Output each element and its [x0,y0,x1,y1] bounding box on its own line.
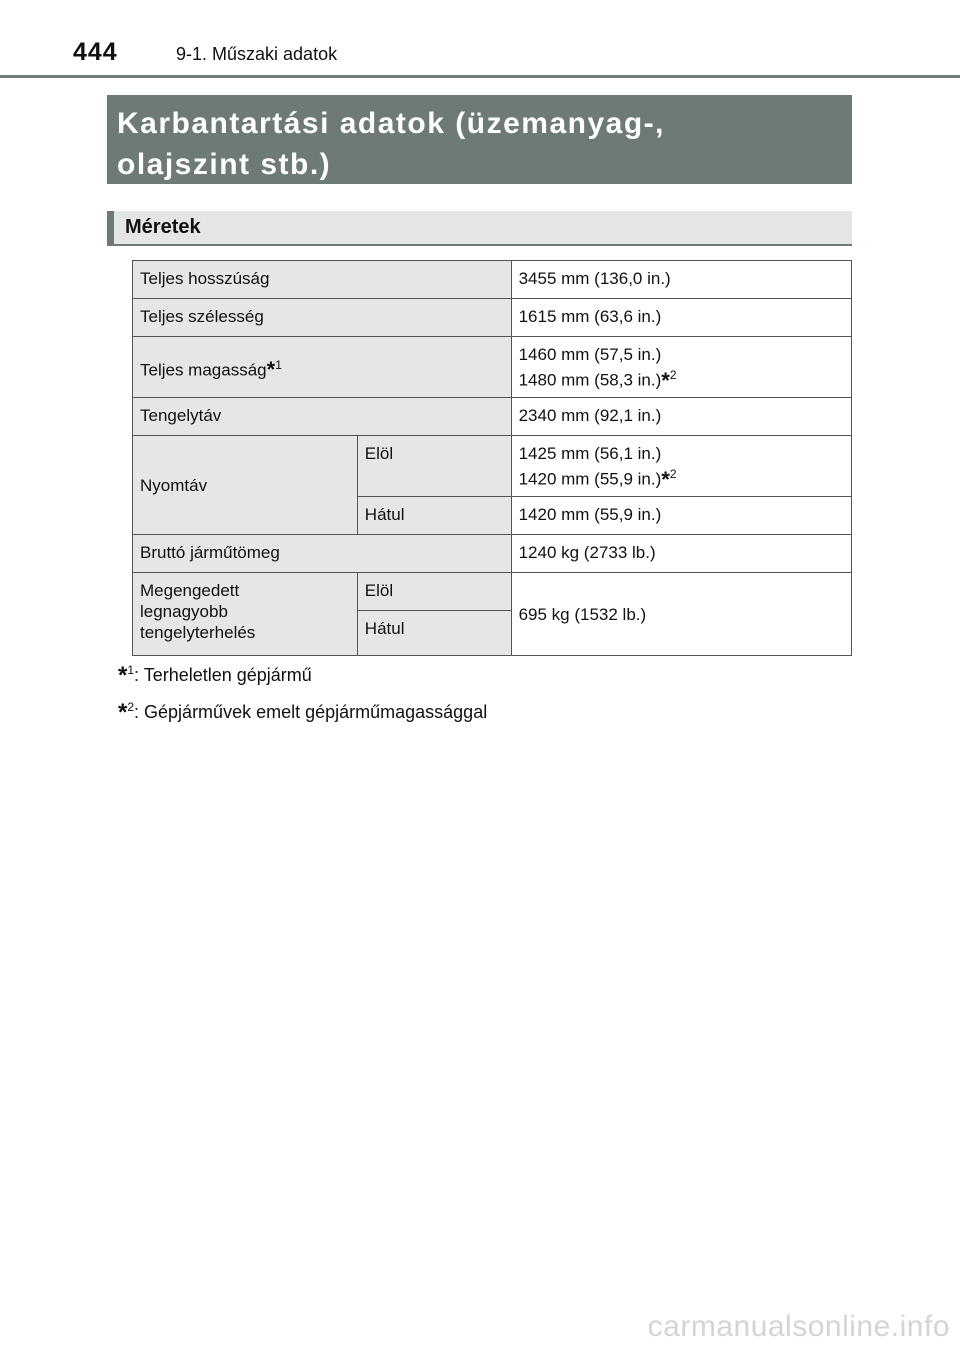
footnote-text: : Terheletlen gépjármű [134,665,312,685]
row-label: Teljes hosszúság [133,261,512,299]
footnote-ref: 2 [669,368,677,382]
table-row [133,572,852,610]
track-front-value-raised [519,464,844,490]
axle-load-value: 695 kg (1532 lb.) [511,572,851,655]
axle-load-label [133,572,358,655]
row-value: 1240 kg (2733 lb.) [511,534,851,572]
axle-load-label-line: tengelyterhelés [140,622,256,642]
track-rear-label: Hátul [357,496,511,534]
asterisk-mark: * [266,357,276,383]
dimensions-table [132,260,852,656]
footnote-number: 2 [127,700,135,714]
track-rear-value: 1420 mm (55,9 in.) [511,496,851,534]
row-label: Teljes szélesség [133,299,512,337]
footnote-2 [118,697,487,725]
footnote-ref: 1 [275,357,282,372]
track-label: Nyomtáv [133,436,358,535]
height-value-raised [519,365,844,391]
section-title-line1: Karbantartási adatok (üzemanyag-, [117,107,665,140]
row-value: 3455 mm (136,0 in.) [511,261,851,299]
track-front-value-raised-text: 1420 mm (55,9 in.) [518,469,662,489]
row-label [133,337,512,398]
asterisk-mark: * [118,699,128,726]
table-row [133,436,852,497]
track-front-label: Elöl [357,436,511,497]
table-row [133,534,852,572]
track-front-value [511,436,851,497]
footnote-ref: 2 [669,467,677,481]
asterisk-mark: * [118,662,128,689]
row-value: 2340 mm (92,1 in.) [511,398,851,436]
running-title: 9-1. Műszaki adatok [176,44,338,64]
footnote-1 [118,660,312,688]
axle-load-label-line: legnagyobb [140,601,228,621]
page-number: 444 [73,38,118,66]
subsection-title: Méretek [107,211,852,246]
section-title [107,95,852,184]
height-value-raised-text: 1480 mm (58,3 in.) [518,370,662,390]
row-label: Bruttó járműtömeg [133,534,512,572]
axle-load-label-line: Megengedett [140,580,240,600]
table-row [133,299,852,337]
row-value [511,337,851,398]
footnote-number: 1 [127,663,135,677]
table-row [133,337,852,398]
table-row [133,398,852,436]
track-front-value-standard: 1425 mm (56,1 in.) [518,444,662,463]
height-value-standard: 1460 mm (57,5 in.) [518,345,662,364]
asterisk-mark: * [661,466,670,492]
height-label-text: Teljes magasság [140,360,267,380]
header-rule [0,75,960,78]
section-title-line2: olajszint stb.) [117,148,332,181]
axle-load-rear-label: Hátul [357,610,511,655]
footnote-text: : Gépjárművek emelt gépjárműmagassággal [134,702,488,722]
row-value: 1615 mm (63,6 in.) [511,299,851,337]
axle-load-front-label: Elöl [357,572,511,610]
row-label: Tengelytáv [133,398,512,436]
asterisk-mark: * [661,367,670,393]
table-row [133,261,852,299]
watermark-text: carmanualsonline.info [647,1310,950,1343]
